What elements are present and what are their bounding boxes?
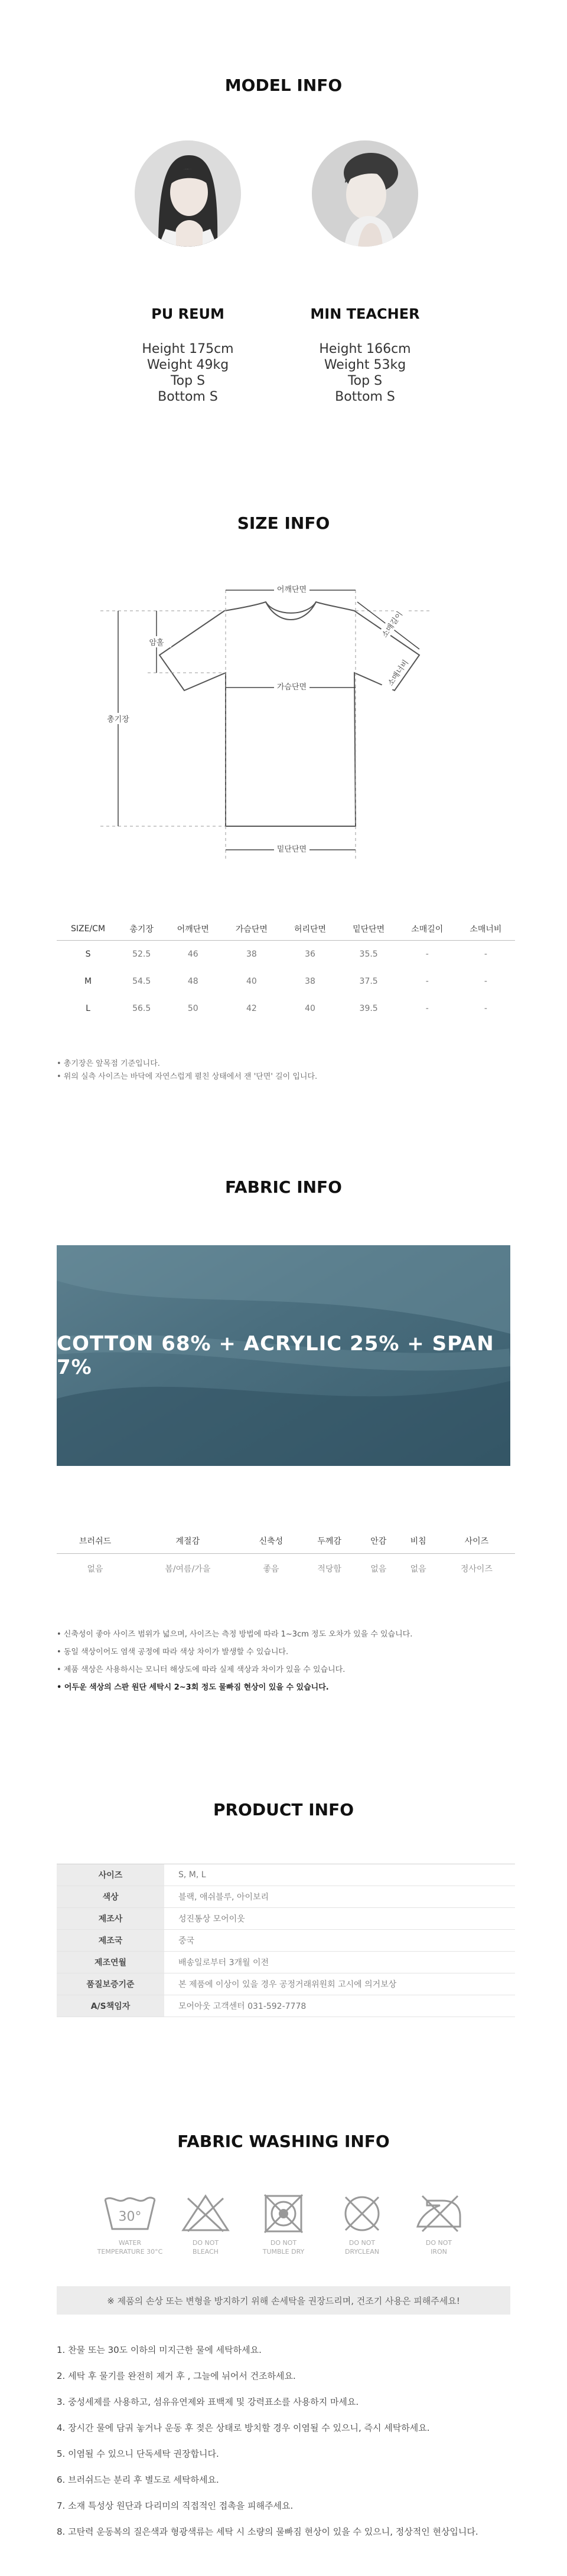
wash-label-line: DRYCLEAN [344, 2248, 380, 2256]
armhole-label: 암홀 [142, 636, 171, 647]
product-key: 품질보증기준 [57, 1973, 164, 1995]
table-row [57, 1886, 515, 1908]
fabric-swatch-image [57, 1245, 510, 1466]
fabric-cell: 없음 [410, 1564, 426, 1574]
product-value: 성진통상 모어이웃 [164, 1908, 515, 1930]
model-stats-1 [99, 341, 276, 405]
product-key: 색상 [57, 1886, 164, 1908]
tshirt-size-diagram [89, 567, 502, 873]
product-key: 사이즈 [57, 1864, 164, 1886]
size-header-cell: 어깨단면 [164, 918, 222, 941]
model-photo-pu-reum [135, 140, 241, 247]
table-row [57, 1908, 515, 1930]
size-cell: - [484, 977, 487, 986]
hem-label: 밑단단면 [274, 843, 309, 854]
size-header-cell: 가슴단면 [222, 918, 281, 941]
model-name-1: PU REUM [151, 306, 224, 322]
size-table-header [57, 918, 515, 941]
fabric-note: • 제품 색상은 사용하시는 모니터 해상도에 따라 실제 색상과 차이가 있을 수 있습니다. [57, 1665, 346, 1674]
size-cell: - [425, 950, 429, 959]
fabric-table-header [57, 1528, 515, 1554]
table-row [57, 968, 515, 995]
size-cell: 38 [305, 977, 315, 986]
fabric-cell: 정사이즈 [460, 1564, 493, 1574]
size-cell: 50 [187, 1004, 198, 1013]
size-cell: M [84, 977, 92, 986]
product-value: 모어아웃 고객센터 031-592-7778 [164, 1995, 515, 2017]
size-header-cell: 총기장 [119, 918, 164, 941]
model-weight: Weight 53kg [324, 358, 406, 372]
table-row [57, 1930, 515, 1952]
fabric-attribute-table [57, 1528, 515, 1583]
list-item: 8. 고탄력 운동복의 질은색과 형광색류는 세탁 시 소량의 물빠짐 현상이 있을 수 있으니, 정상적인 현상입니다. [57, 2526, 478, 2537]
fabric-header-cell: 두께감 [300, 1528, 359, 1554]
table-row [57, 1995, 515, 2017]
product-key: 제조연월 [57, 1952, 164, 1973]
list-item: 5. 이염될 수 있으니 단독세탁 권장합니다. [57, 2449, 219, 2459]
wash-label-line: TUMBLE DRY [262, 2248, 305, 2256]
washing-steps-list [57, 2337, 517, 2545]
wash-label-line: DO NOT [425, 2239, 452, 2247]
size-note: • 위의 실측 사이즈는 바닥에 자연스럽게 펼친 상태에서 잰 '단면' 길이 입니다. [57, 1072, 318, 1081]
fabric-cell: 좋음 [263, 1564, 279, 1574]
sleeve-length-label: 소매길이 [375, 604, 408, 644]
product-value: S, M, L [164, 1864, 515, 1886]
size-header-cell: 소매길이 [398, 918, 457, 941]
wash-label-line: DO NOT [348, 2239, 376, 2247]
table-row [57, 1973, 515, 1995]
fabric-notes [57, 1626, 412, 1697]
wash-label [245, 2238, 322, 2256]
product-info-table [57, 1864, 515, 2017]
shoulder-label: 어깨단면 [274, 583, 309, 594]
model-bottom-size: Bottom S [335, 389, 395, 404]
list-item: 7. 소재 특성상 원단과 다리미의 직접적인 접촉을 피해주세요. [57, 2500, 294, 2511]
list-item: 4. 장시간 물에 담궈 놓거나 운동 후 젖은 상태로 방치할 경우 이염될 수 있으니, 즉시 세탁하세요. [57, 2423, 430, 2433]
size-cell: L [86, 1004, 90, 1013]
table-row [57, 941, 515, 968]
product-key: 제조사 [57, 1908, 164, 1930]
wash-label-line: DO NOT [270, 2239, 297, 2247]
table-row [57, 1554, 515, 1584]
wash-label-line: IRON [431, 2248, 447, 2256]
fabric-header-cell: 사이즈 [438, 1528, 515, 1554]
size-info-title: SIZE INFO [237, 513, 330, 533]
size-cell: 36 [305, 950, 315, 959]
size-cell: S [85, 950, 91, 959]
size-header-cell: 허리단면 [281, 918, 339, 941]
no-dryclean-icon [324, 2192, 400, 2256]
wash-label-line: BLEACH [193, 2248, 219, 2256]
size-cell: 39.5 [359, 1004, 378, 1013]
wash-label-line: TEMPERATURE 30°C [97, 2248, 163, 2256]
list-item: 2. 세탁 후 물기를 완전히 제거 후 , 그늘에 뉘어서 건조하세요. [57, 2371, 296, 2381]
model-top-size: Top S [347, 374, 383, 388]
total-length-label: 총기장 [100, 713, 136, 724]
table-row [57, 1864, 515, 1886]
wash-temperature-text: 30° [118, 2210, 142, 2224]
list-item: 6. 브러쉬드는 분리 후 별도로 세탁하세요. [57, 2474, 219, 2485]
fabric-header-cell: 신축성 [242, 1528, 301, 1554]
fabric-warning-note: • 어두운 색상의 스판 원단 세탁시 2~3회 정도 물빠짐 현상이 있을 수 있습니다. [57, 1683, 329, 1692]
product-info-title: PRODUCT INFO [213, 1800, 354, 1819]
list-item: 1. 찬물 또는 30도 이하의 미지근한 물에 세탁하세요. [57, 2345, 262, 2355]
size-cell: 42 [246, 1004, 257, 1013]
size-notes [57, 1058, 317, 1084]
size-note: • 총기장은 앞목점 기준입니다. [57, 1059, 160, 1068]
size-cell: 40 [305, 1004, 315, 1013]
model-top-size: Top S [170, 374, 206, 388]
size-cell: - [425, 977, 429, 986]
fabric-cell: 봄/여름/가을 [165, 1564, 211, 1574]
size-cell: 40 [246, 977, 257, 986]
product-key: 제조국 [57, 1930, 164, 1952]
size-cell: 48 [187, 977, 198, 986]
size-header-cell: SIZE/CM [57, 918, 119, 941]
size-cell: 46 [187, 950, 198, 959]
wash-label [167, 2238, 244, 2256]
model-info-title: MODEL INFO [224, 76, 343, 95]
model-stats-2 [276, 341, 454, 405]
no-iron-icon [400, 2192, 477, 2256]
wash-label-line: WATER [118, 2239, 142, 2247]
washing-warning-banner: ※ 제품의 손상 또는 변형을 방지하기 위해 손세탁을 권장드리며, 건조기 사용은 피해주세요! [57, 2286, 510, 2315]
fabric-composition: COTTON 68% + ACRYLIC 25% + SPAN 7% [57, 1332, 494, 1379]
table-row [57, 995, 515, 1022]
size-cell: 38 [246, 950, 257, 959]
size-header-cell: 소매너비 [457, 918, 515, 941]
no-bleach-icon [167, 2192, 244, 2256]
fabric-cell: 없음 [370, 1564, 387, 1574]
fabric-info-title: FABRIC INFO [225, 1177, 342, 1197]
fabric-header-cell: 비침 [398, 1528, 438, 1554]
size-cell: 35.5 [359, 950, 378, 959]
fabric-header-cell: 브러쉬드 [57, 1528, 133, 1554]
product-value: 중국 [164, 1930, 515, 1952]
wash-30-icon [92, 2192, 168, 2256]
model-weight: Weight 49kg [146, 358, 229, 372]
size-table [57, 918, 515, 1022]
chest-label: 가슴단면 [274, 680, 309, 692]
fabric-note: • 동일 색상이어도 염색 공정에 따라 색상 차이가 발생할 수 있습니다. [57, 1648, 289, 1657]
size-cell: 52.5 [132, 950, 151, 959]
size-cell: 54.5 [132, 977, 151, 986]
size-cell: 56.5 [132, 1004, 151, 1013]
wash-label [400, 2238, 477, 2256]
wash-label [92, 2238, 168, 2256]
model-height: Height 166cm [319, 342, 411, 356]
sleeve-width-label: 소매너비 [381, 652, 414, 692]
size-cell: - [425, 1004, 429, 1013]
fabric-cell: 적당함 [317, 1564, 341, 1574]
model-photo-min-teacher [312, 140, 418, 247]
size-cell: 37.5 [359, 977, 378, 986]
product-value: 본 제품에 이상이 있을 경우 공정거래위원회 고시에 의거보상 [164, 1973, 515, 1995]
product-key: A/S책임자 [57, 1995, 164, 2017]
washing-info-title: FABRIC WASHING INFO [177, 2132, 390, 2151]
size-header-cell: 밑단단면 [340, 918, 398, 941]
fabric-note: • 신축성이 좋아 사이즈 범위가 넓으며, 사이즈는 측정 방법에 따라 1~3cm 정도 오차가 있을 수 있습니다. [57, 1630, 413, 1639]
list-item: 3. 중성세제를 사용하고, 섬유유연제와 표백제 및 강력표소를 사용하지 마세요. [57, 2397, 359, 2407]
fabric-header-cell: 안감 [359, 1528, 398, 1554]
fabric-cell: 없음 [87, 1564, 103, 1574]
model-height: Height 175cm [142, 342, 234, 356]
fabric-header-cell: 계절감 [133, 1528, 242, 1554]
no-tumble-dry-icon [245, 2192, 322, 2256]
wash-label [324, 2238, 400, 2256]
model-bottom-size: Bottom S [158, 389, 218, 404]
wash-label-line: DO NOT [192, 2239, 219, 2247]
model-name-2: MIN TEACHER [310, 306, 420, 322]
size-cell: - [484, 950, 487, 959]
size-cell: - [484, 1004, 487, 1013]
table-row [57, 1952, 515, 1973]
product-value: 배송일로부터 3개월 이전 [164, 1952, 515, 1973]
product-value: 블랙, 애쉬블루, 아이보리 [164, 1886, 515, 1908]
